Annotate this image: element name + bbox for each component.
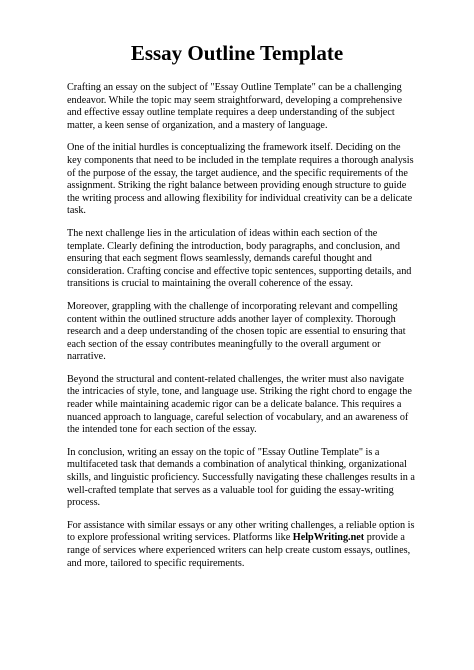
paragraph-conclusion: In conclusion, writing an essay on the topic of "Essay Outline Template" is a multifaceted task that demands a combination of analytical thinking, organizational skills, and linguistic proficiency. Successfully navigating these challenges results in a well-crafted template that serves as a valuable tool for guiding the essay-writing process. (67, 446, 415, 509)
document-body (67, 82, 417, 580)
assistance-text-after: provide a range of services where experienced writers can help create custom essays, outlines, and more, tailored to specific requirements. (67, 532, 411, 569)
paragraph-style: Beyond the structural and content-related challenges, the writer must also navigate the intricacies of style, tone, and language use. Striking the right chord to engage the reader while maintaining academic rigor can be a delicate balance. This requires a nuanced approach to language, careful selection of vocabulary, and an awareness of the intended tone for each section of the essay. (67, 373, 412, 436)
paragraph-articulation: The next challenge lies in the articulation of ideas within each section of the template. Clearly defining the introduction, body paragraphs, and conclusion, and ensuring that each segment flows seamlessly, demands careful thought and consideration. Crafting concise and effective topic sentences, supporting details, and transitions is crucial to maintaining the overall coherence of the essay. (67, 227, 412, 290)
page-title: Essay Outline Template (130, 41, 344, 65)
helpwriting-link[interactable]: HelpWriting.net (292, 532, 365, 544)
paragraph-intro: Crafting an essay on the subject of "Essay Outline Template" can be a challenging endeavor. While the topic may seem straightforward, developing a comprehensive and effective essay outline template requires a deep understanding of the subject matter, a keen sense of organization, and a mastery of language. (67, 82, 403, 131)
paragraph-assistance (67, 520, 417, 570)
assistance-text-before: For assistance with similar essays or any other writing challenges, a reliable option is to explore professional writing services. Platforms like (67, 519, 415, 544)
paragraph-hurdles: One of the initial hurdles is conceptualizing the framework itself. Deciding on the key components that need to be included in the template requires a thorough analysis of the purpose of the essay, the target audience, and the specific requirements of the assignment. Striking the right balance between providing enough structure to guide the writing process and allowing flexibility for individual creativity can be a delicate task. (67, 142, 414, 217)
paragraph-content: Moreover, grappling with the challenge of incorporating relevant and compelling content within the outlined structure adds another layer of complexity. Thorough research and a deep understanding of the chosen topic are essential to ensuring that each section of the essay contributes meaningfully to the overall argument or narrative. (67, 300, 406, 363)
